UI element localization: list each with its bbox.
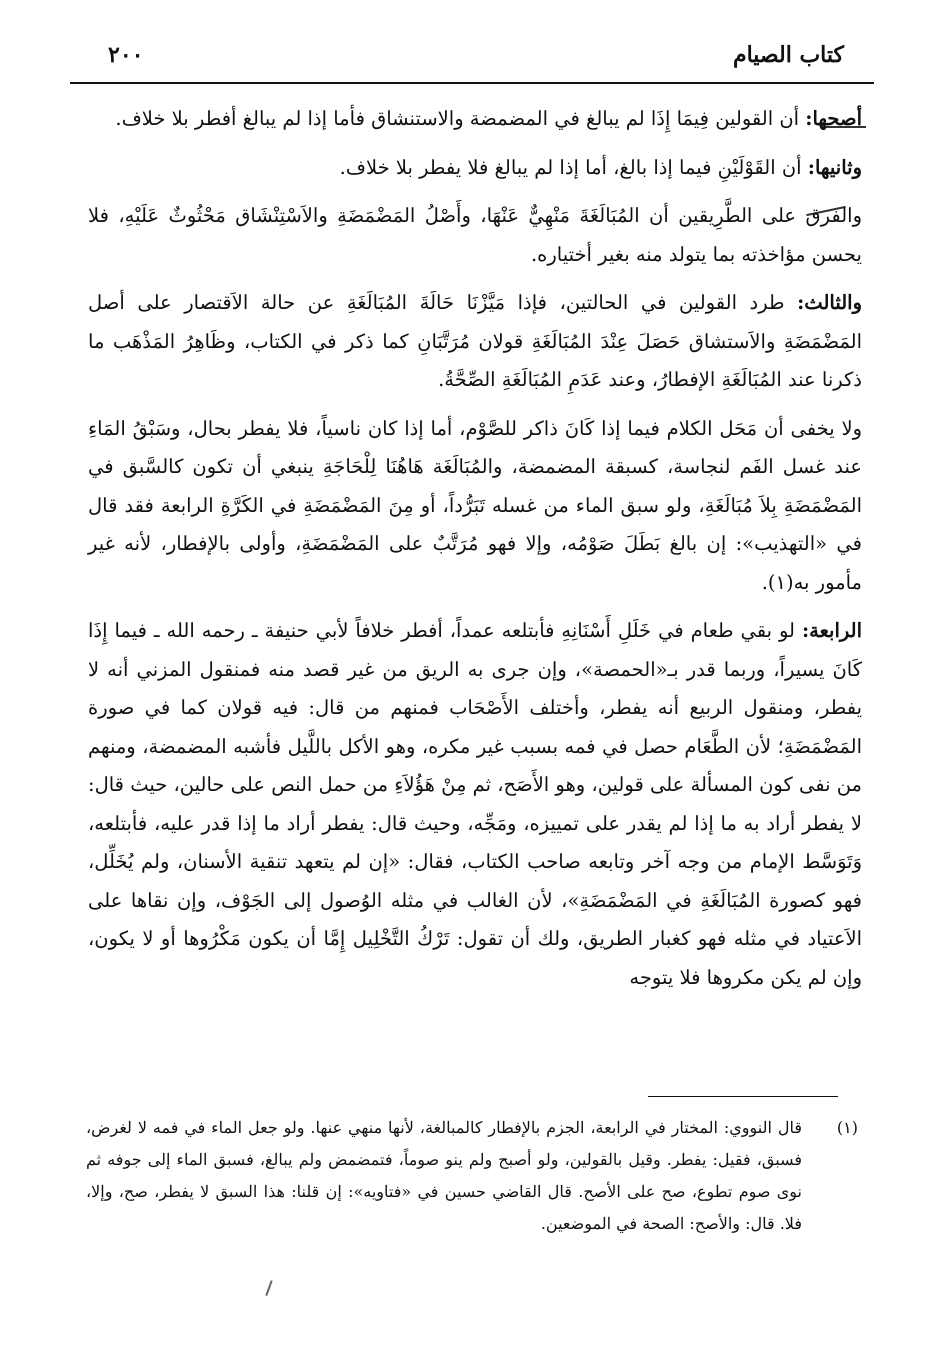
main-text [88, 100, 862, 997]
header-rule [70, 82, 874, 84]
footnotes [86, 1112, 858, 1240]
paragraph-text: أن القولين فِيمَا إِذَا لم يبالغ في المضمضة والاستنشاق فأما إذا لم يبالغ أفطر بلا خلاف. [115, 107, 806, 130]
paragraph [88, 284, 862, 400]
footnote-number: (١) [836, 1118, 858, 1137]
page-header [70, 38, 874, 84]
paragraph-text: ولا يخفى أن مَحَل الكلام فيما إذا كَانَ ذاكر للصَّوْم، أما إذا كان ناسياً، فلا يفطر بحال، وسَبْقُ المَاءِ عند غسل الفَم لنجاسة، كسبقة المضمضة، والمُبَالَغَة هَاهُنَا لِلْحَاجَةِ ينبغي أن تكون كالسَّبق في المَضْمَضَةِ بِلاَ مُبَالَغَةِ، ولو سبق الماء من غسله تَبَرُّداً، أو مِنَ المَضْمَضَةِ في الكَرَّةِ الرابعة فقد قال في «التهذيب»: إن بالغ بَطَلَ صَوْمُه، وإلا فهو مُرَتَّبٌ على المَضْمَضَةِ، وأولى بالإفطار، لأنه غير مأمور به(١). [88, 416, 862, 594]
paragraph [88, 149, 862, 188]
paragraph-lead: الرابعة: [801, 619, 862, 642]
paragraph [88, 197, 862, 274]
paragraph-text: طرد القولين في الحالتين، فإذا مَيَّزْنَا حَالَةَ المُبَالَغَةِ عن حالة الاَقتصار على أصل المَضْمَضَةِ والاَستشاق حَصَلَ عِنْدَ المُبَالَغَةِ قولان مُرَتَّبَانِ كما ذكر في الكتاب، وظَاهِرُ المَذْهَب ما ذكرنا عند المُبَالَغَةِ الإفطارُ، وعند عَدَمِ المُبَالَغَةِ الصِّحَّةُ. [88, 291, 862, 391]
footnote-text: قال النووي: المختار في الرابعة، الجزم بالإفطار كالمبالغة، لأنها منهي عنها. ولو جعل الماء في فمه لا لغرض، فسبق، فقيل: يفطر. وقيل بالقولين، ولو أصبح ولم ينو صوماً، فتمضمض ولم يبالغ، فسبق الماء إلى جوفه ثم نوى صوم تطوع، صح على الأصح. قال القاضي حسين في «فتاويه»: إن قلنا: هذا السبق لا يفطر، صح، وإلا، فلا. قال: والأصح: الصحة في الموضعين. [86, 1118, 802, 1233]
footnote-separator [648, 1096, 838, 1097]
paragraph-lead: وثانيها: [807, 155, 862, 179]
paragraph-text: أن القَوْلَيْنِ فيما إذا بالغ، أما إذا لم يبالغ فلا يفطر بلا خلاف. [339, 155, 808, 179]
footnote [86, 1112, 858, 1240]
paragraph [88, 612, 862, 997]
book-title: كتاب الصيام [732, 42, 844, 68]
stray-pen-mark [265, 1280, 272, 1296]
paragraph-lead: والثالث: [797, 291, 862, 314]
paragraph-lead: أصحها: [805, 107, 862, 130]
paragraph-text: لو بقي طعام في خَلَلِ أَسْنَانِهِ فأبتلعه عمداً، أفطر خلافاً لأبي حنيفة ـ رحمه الله ـ فيما إِذَا كَانَ يسيراً، وربما قدر بـ«الحمصة»، وإن جرى به الريق من غير قصد منه فمنقول المزني أنه لا يفطر، ومنقول الربيع أنه يفطر، وأختلف الأَصْحَاب فمنهم من قال: فيه قولان كما في صورة المَضْمَضَةِ؛ لأن الطَّعَام حصل في فمه بسبب غير مكره، وهو الأكل باللَّيل فأشبه المضمضة، ومنهم من نفى كون المسألة على قولين، وهو الأَصَح، ثم مِنْ هَؤُلاَءِ من حمل النص على حالين، حيث قال: لا يفطر أراد به ما إذا لم يقدر على تمييزه، ومَجِّه، وحيث قال: يفطر أراد ما إذا قدر عليه، فأبتلعه، وَتَوَسَّط الإمام من وجه آخر وتابعه صاحب الكتاب، فقال: «إن لم يتعهد تنقية الأسنان، ولم يُخَلِّل، فهو كصورة المُبَالَغَةِ في المَضْمَضَةِ»، لأن الغالب في مثله الوُصول إلى الجَوْف، وإن نقاها على الاَعتياد في مثله فهو كغبار الطريق، ولك أن تقول: تَرْكُ التَّخْلِيل إِمَّا أن يكون مَكْرُوها أو لا يكون، وإن لم يكن مكروها فلا يتوجه [88, 619, 862, 989]
paragraph-text: والفرق على الطَّرِيقين أن المُبَالَغَةَ مَنْهِيٌّ عَنْهَا، وأَصْلُ المَضْمَضَةِ والاَسْتِنْشَاق مَحْثُوثٌ عَلَيْهِ، فلا يحسن مؤاخذته بما يتولد منه بغير أختياره. [88, 204, 862, 266]
paragraph [88, 100, 862, 139]
page-number: ٢٠٠ [108, 42, 144, 68]
paragraph [88, 410, 862, 603]
